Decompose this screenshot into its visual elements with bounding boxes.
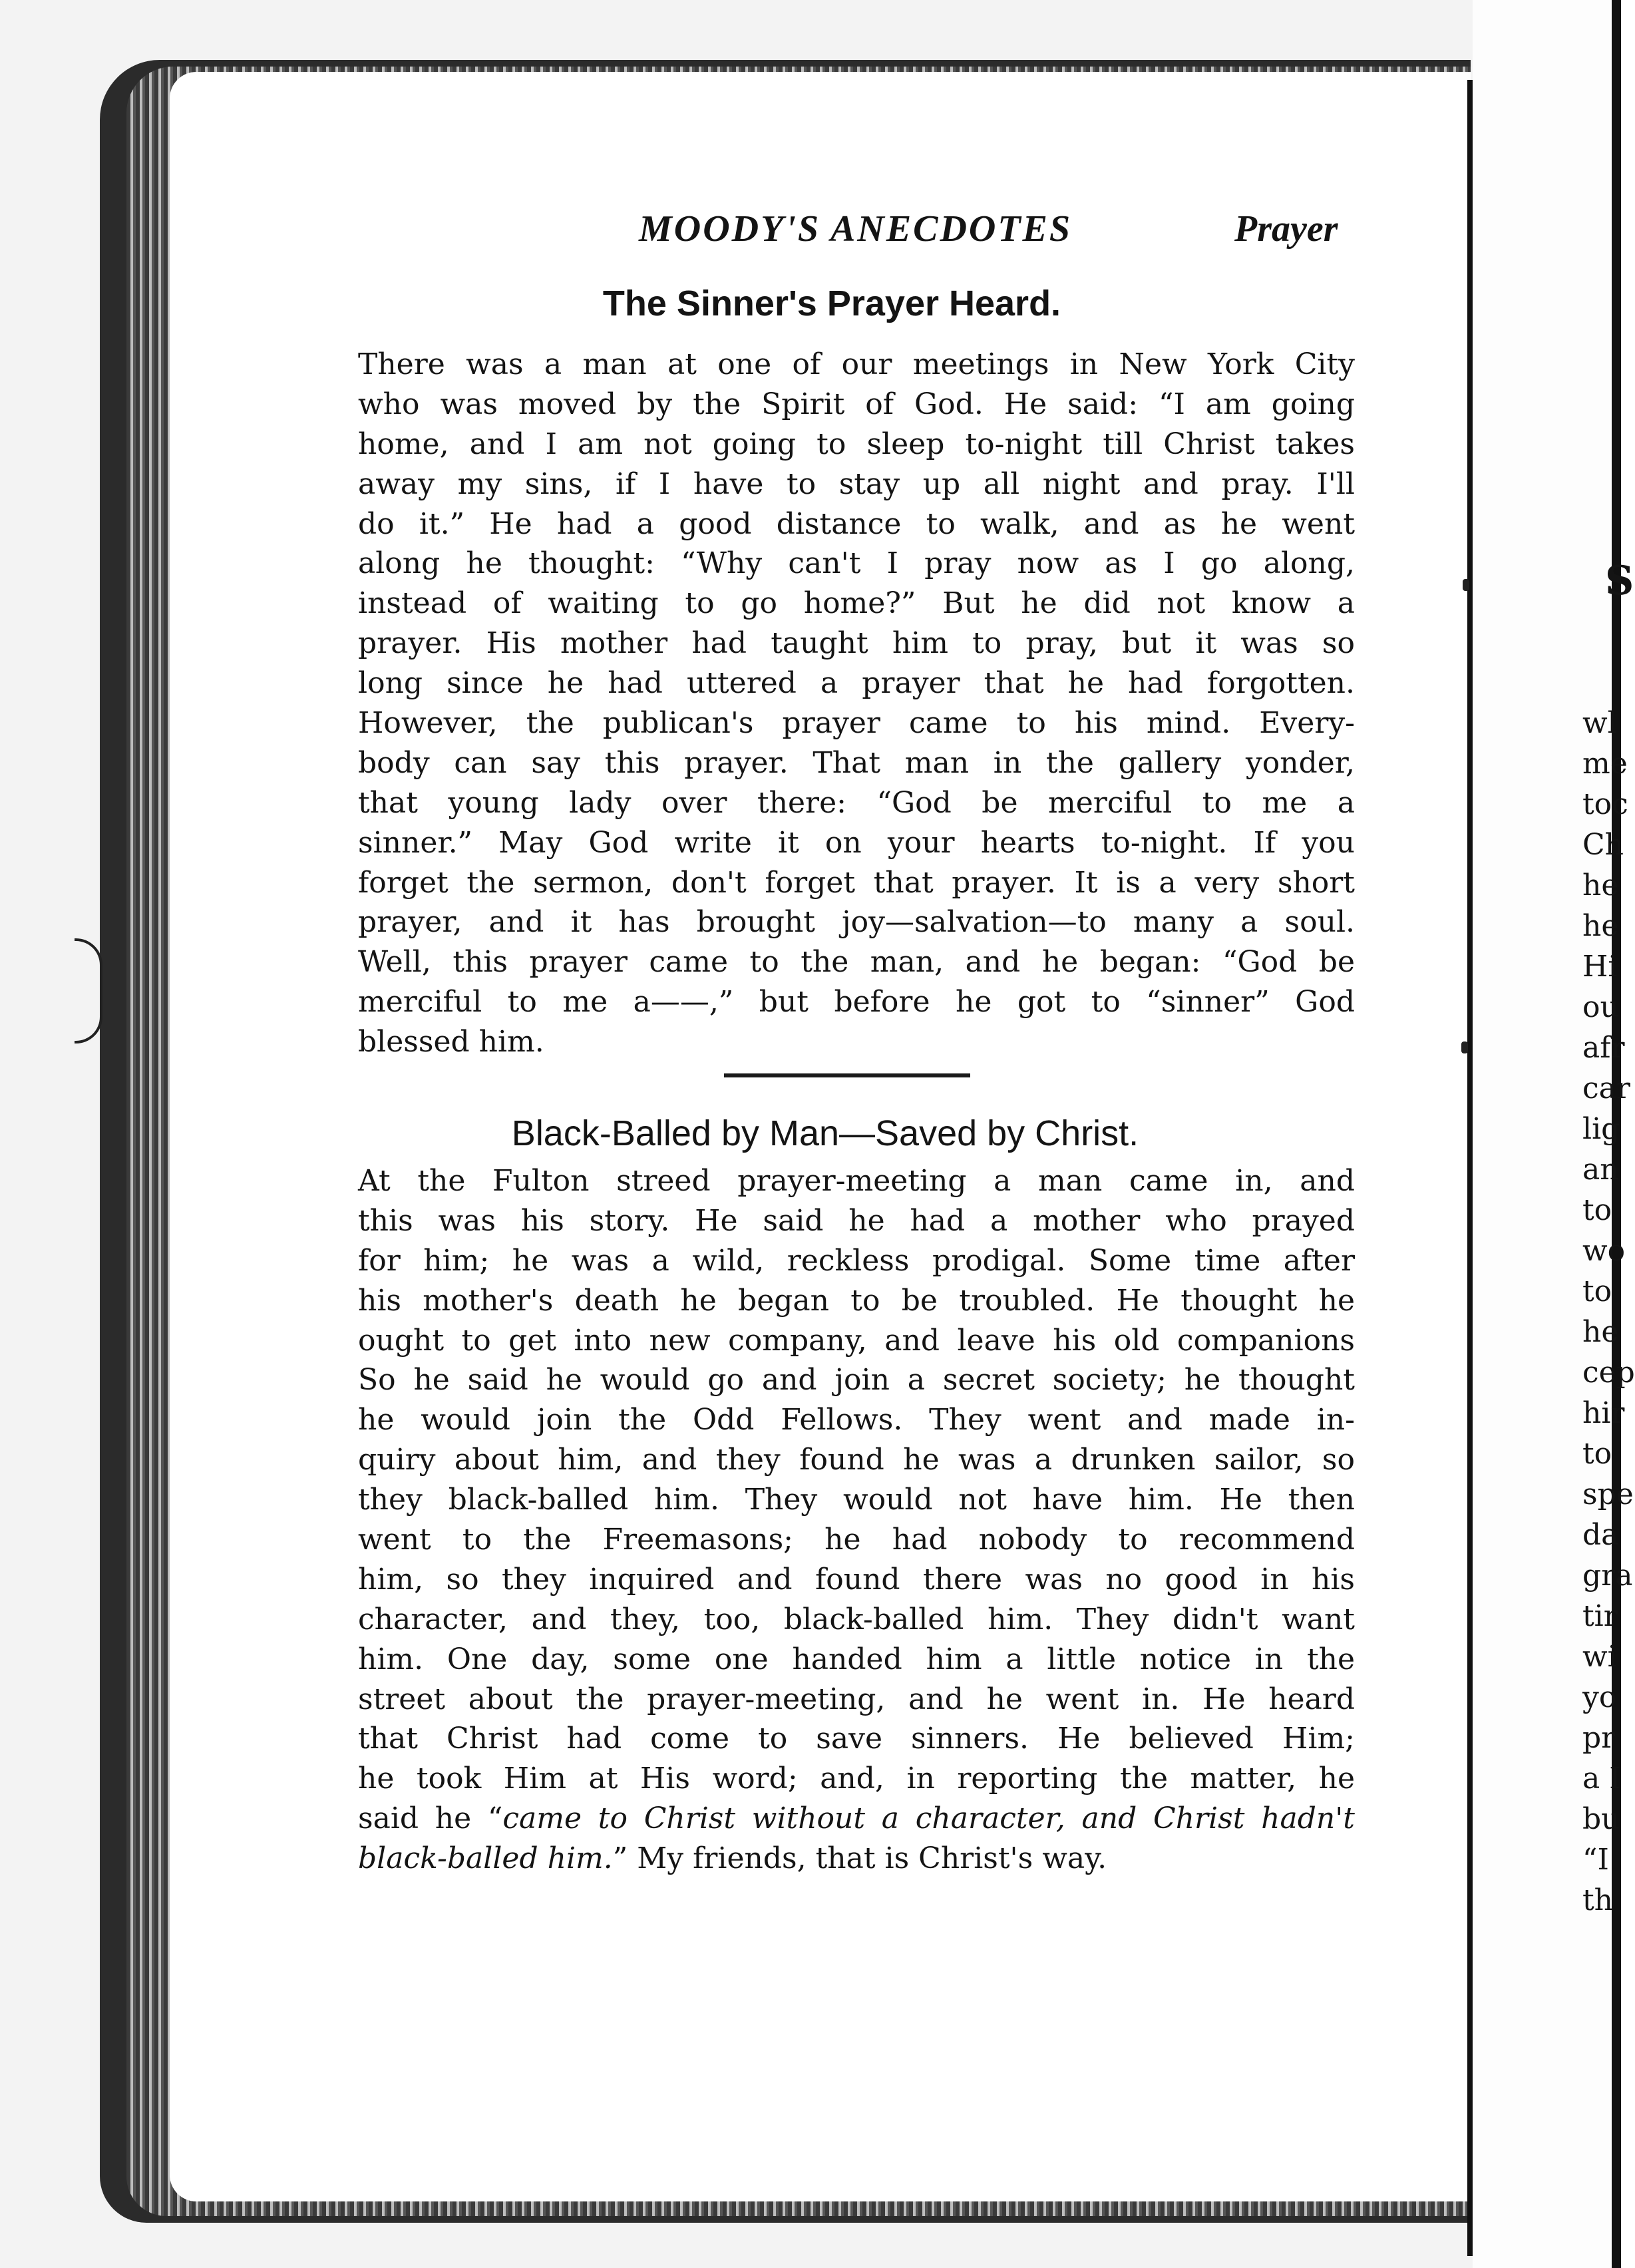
text-line-closing xyxy=(358,1839,1355,1879)
facing-page-fragment: to xyxy=(1582,1437,1612,1471)
facing-page-fragment: car xyxy=(1582,1071,1630,1105)
text-line: he took Him at His word; and, in reporting the matter, he xyxy=(358,1762,1355,1796)
text-line: they black-balled him. They would not have him. He then xyxy=(358,1483,1355,1517)
text-line: prayer, and it has brought joy—salvation—to many a soul. xyxy=(358,905,1355,940)
facing-page-fragment: lig xyxy=(1582,1112,1620,1146)
text-line: Well, this prayer came to the man, and he began: “God be xyxy=(358,945,1355,980)
quote-lead: said he “ xyxy=(358,1801,503,1836)
facing-page-fragment: afr xyxy=(1582,1031,1625,1065)
facing-page-fragment: me xyxy=(1582,747,1628,781)
running-head-title: MOODY'S ANECDOTES xyxy=(639,208,1073,250)
story-1-text xyxy=(358,345,1355,1062)
text-line: long since he had uttered a prayer that he had forgotten. xyxy=(358,666,1355,701)
page-gutter xyxy=(1467,80,1473,2256)
text-line: instead of waiting to go home?” But he did not know a xyxy=(358,586,1355,621)
facing-page-fragment: Hi xyxy=(1582,950,1618,984)
facing-page-fragment: spe xyxy=(1582,1477,1634,1511)
facing-page-fragment: wi xyxy=(1582,1640,1617,1674)
text-line: merciful to me a——,” but before he got to “sinner” God xyxy=(358,985,1355,1020)
text-line: him. One day, some one handed him a little notice in the xyxy=(358,1642,1355,1676)
text-line: him, so they inquired and found there was no good in his xyxy=(358,1562,1355,1597)
text-line: blessed him. xyxy=(358,1025,544,1059)
facing-page-fragment: to xyxy=(1582,1274,1612,1308)
facing-page-fragment: he xyxy=(1582,1315,1619,1349)
facing-page-fragment: a I xyxy=(1582,1762,1621,1796)
text-line: character, and they, too, black-balled him. They didn't want xyxy=(358,1602,1355,1636)
facing-page-fragment: he xyxy=(1582,909,1619,943)
closing-italic: black-balled him. xyxy=(358,1841,613,1876)
ink-speck xyxy=(1461,1041,1468,1053)
facing-page-fragment: pr xyxy=(1582,1721,1616,1755)
text-line: that Christ had come to save sinners. He believed Him; xyxy=(358,1722,1355,1756)
text-line: sinner.” May God write it on your hearts to-night. If you xyxy=(358,825,1355,860)
text-line: However, the publican's prayer came to his mind. Every- xyxy=(358,706,1355,741)
text-line: went to the Freemasons; he had nobody to recommend xyxy=(358,1523,1355,1557)
facing-page-fragment: tir xyxy=(1582,1599,1618,1633)
facing-page-fragment: Ch xyxy=(1582,828,1624,862)
closing-rest: ” My friends, that is Christ's way. xyxy=(612,1841,1107,1876)
text-line: who was moved by the Spirit of God. He said: “I am going xyxy=(358,387,1355,421)
facing-page-fragment: yo xyxy=(1582,1680,1617,1714)
facing-page-fragment: toc xyxy=(1582,787,1628,821)
text-line: for him; he was a wild, reckless prodigal. Some time after xyxy=(358,1243,1355,1278)
text-line: So he said he would go and join a secret society; he thought xyxy=(358,1363,1355,1398)
facing-page-fragment: to xyxy=(1582,1193,1612,1227)
text-line: quiry about him, and they found he was a drunken sailor, so xyxy=(358,1443,1355,1477)
text-line: do it.” He had a good distance to walk, and as he went xyxy=(358,506,1355,541)
facing-page-fragment: gra xyxy=(1582,1559,1633,1593)
text-line: ought to get into new company, and leave his old companions xyxy=(358,1323,1355,1358)
text-line: home, and I am not going to sleep to-night till Christ takes xyxy=(358,427,1355,461)
text-line: that young lady over there: “God be merciful to me a xyxy=(358,785,1355,820)
facing-page-fragment: bu xyxy=(1582,1802,1620,1836)
text-line: he would join the Odd Fellows. They went and made in- xyxy=(358,1403,1355,1437)
text-line: along he thought: “Why can't I pray now as I go along, xyxy=(358,546,1355,581)
facing-page-fragments xyxy=(1582,703,1635,1921)
story-1-heading: The Sinner's Prayer Heard. xyxy=(602,284,1061,323)
text-line: street about the prayer-meeting, and he went in. He heard xyxy=(358,1682,1355,1716)
text-line: his mother's death he began to be troubled. He thought he xyxy=(358,1283,1355,1318)
text-line: At the Fulton streed prayer-meeting a man came in, and xyxy=(358,1164,1355,1198)
text-line: There was a man at one of our meetings in New York City xyxy=(358,347,1355,381)
running-head-section: Prayer xyxy=(1234,208,1338,250)
story-2-text xyxy=(358,1161,1355,1879)
text-line: prayer. His mother had taught him to pray, but it was so xyxy=(358,626,1355,661)
facing-page-fragment-top: S xyxy=(1605,558,1634,604)
story-2-heading: Black-Balled by Man—Saved by Christ. xyxy=(511,1113,1139,1153)
facing-page-fragment: ou xyxy=(1582,990,1619,1024)
text-line: body can say this prayer. That man in the gallery yonder, xyxy=(358,745,1355,780)
text-line: this was his story. He said he had a mother who prayed xyxy=(358,1203,1355,1238)
margin-mark xyxy=(75,938,102,1043)
facing-page-fragment: hir xyxy=(1582,1396,1625,1430)
ink-speck xyxy=(1463,579,1469,591)
facing-page-fragment: cep xyxy=(1582,1356,1635,1390)
section-divider xyxy=(724,1073,970,1077)
facing-page-fragment: wl xyxy=(1582,706,1617,740)
quote-italic: came to Christ without a character, and Christ hadn't xyxy=(502,1801,1355,1836)
facing-page-fragment: th xyxy=(1582,1883,1614,1917)
text-line: forget the sermon, don't forget that prayer. It is a very short xyxy=(358,865,1355,900)
text-line: away my sins, if I have to stay up all night and pray. I'll xyxy=(358,467,1355,501)
facing-page-fragment: da xyxy=(1582,1518,1619,1552)
facing-page-fragment: he xyxy=(1582,868,1619,902)
facing-page-fragment: an xyxy=(1582,1153,1619,1187)
facing-page-fragment: wo xyxy=(1582,1234,1626,1268)
text-line-quote xyxy=(358,1799,1355,1839)
facing-page-fragment: “I xyxy=(1582,1843,1609,1877)
